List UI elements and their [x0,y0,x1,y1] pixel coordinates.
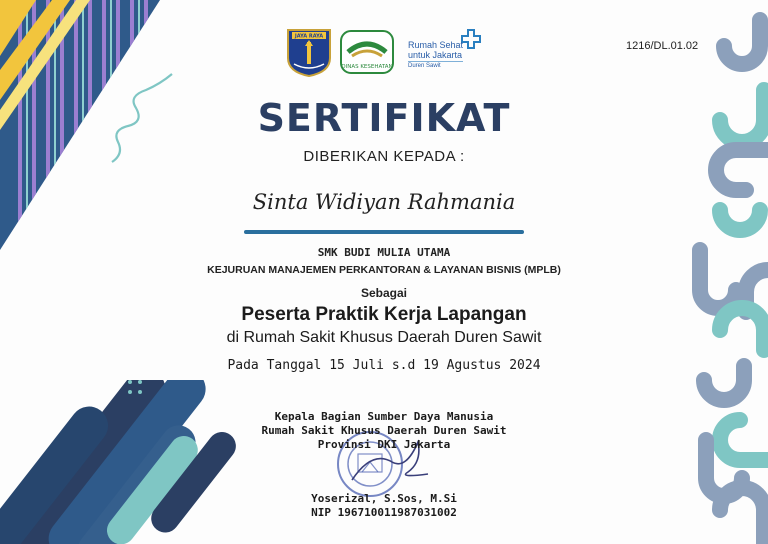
rumah-sehat-line3: Duren Sawit [408,61,463,70]
signer-block [0,492,768,520]
school-name: SMK BUDI MULIA UTAMA [317,246,451,259]
signer-nip: NIP 196710011987031002 [311,506,457,519]
signer-position-line3: Provinsi DKI Jakarta [317,438,451,451]
medical-cross-icon [460,28,482,50]
jakarta-emblem-text: JAYA RAYA [294,33,324,40]
certificate-title: SERTIFIKAT [257,96,511,140]
signer-name: Yoserizal, S.Sos, M.Si [311,492,457,505]
place-text: di Rumah Sakit Khusus Daerah Duren Sawit [226,329,542,346]
certificate-subtitle: DIBERIKAN KEPADA : [303,148,465,165]
rumah-sehat-line1: Rumah Sehat [408,40,464,50]
dinas-kesehatan-logo [340,30,394,74]
signer-position [0,410,768,452]
signer-position-line2: Rumah Sakit Khusus Daerah Duren Sawit [261,424,507,437]
role-title: Peserta Praktik Kerja Lapangan [241,304,527,325]
as-label: Sebagai [360,286,408,300]
rumah-sehat-line2: untuk Jakarta [408,50,463,60]
signer-position-line1: Kepala Bagian Sumber Daya Manusia [274,410,494,423]
jakarta-emblem-logo [286,28,332,78]
major-name: KEJURUAN MANAJEMEN PERKANTORAN & LAYANAN BISNIS (MPLB) [207,264,561,276]
name-underline [244,230,524,234]
recipient-name: Sinta Widiyan Rahmania [252,190,516,214]
date-text: Pada Tanggal 15 Juli s.d 19 Agustus 2024 [227,358,541,373]
dinas-kesehatan-text: DINAS KESEHATAN [341,64,393,70]
document-number: 1216/DL.01.02 [626,40,699,52]
